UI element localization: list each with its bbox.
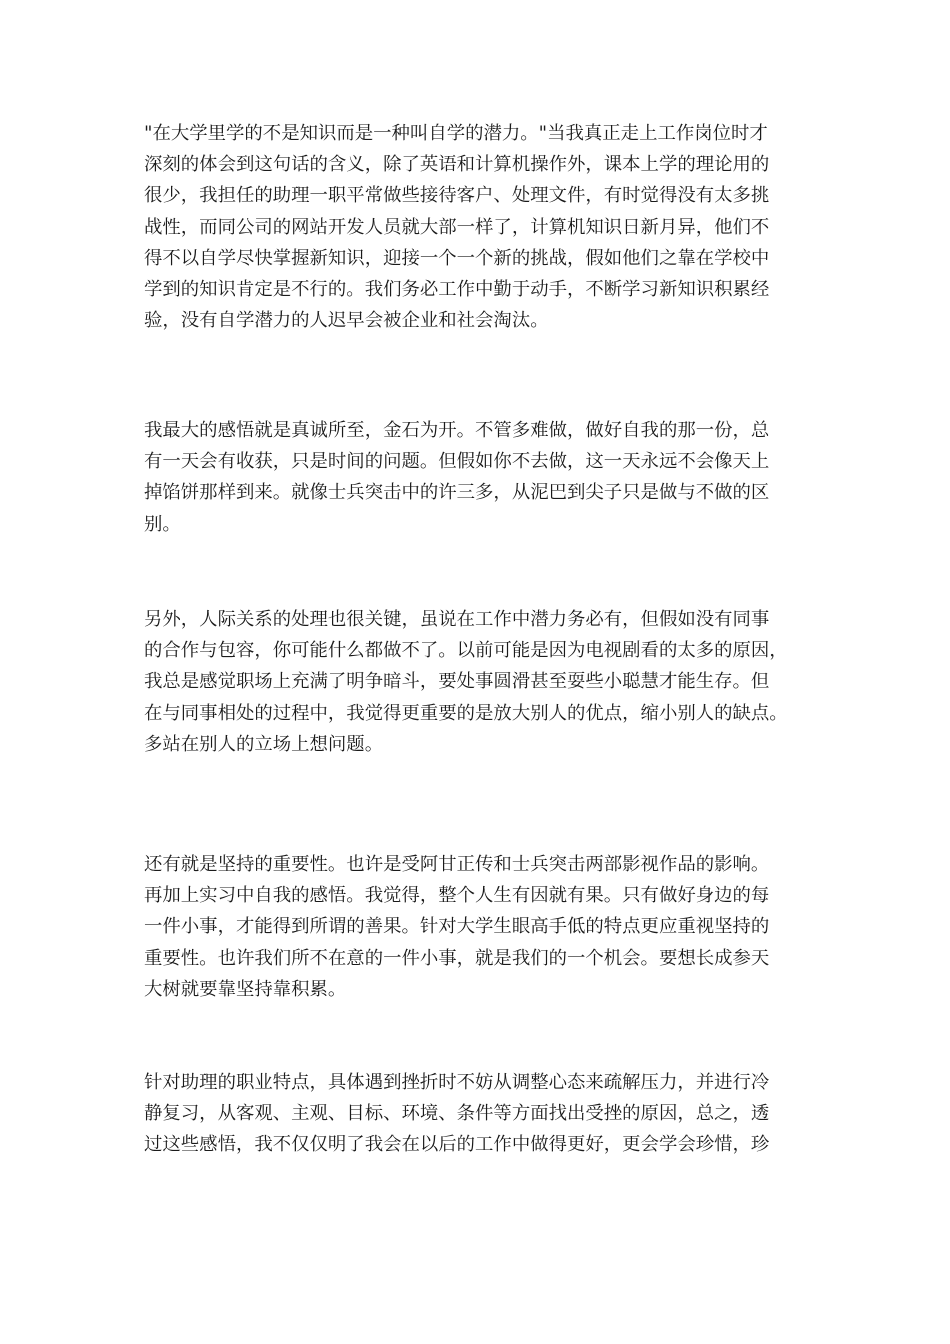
paragraph-line: 多站在别人的立场上想问题。 — [144, 733, 384, 755]
paragraph-line: 有一天会有收获，只是时间的问题。但假如你不去做，这一天永远不会像天上 — [144, 451, 770, 473]
paragraph-line: 过这些感悟，我不仅仅明了我会在以后的工作中做得更好，更会学会珍惜，珍 — [144, 1134, 770, 1156]
paragraph-line: 的合作与包容，你可能什么都做不了。以前可能是因为电视剧看的太多的原因， — [144, 640, 788, 662]
paragraph-line: 针对助理的职业特点，具体遇到挫折时不妨从调整心态来疏解压力，并进行冷 — [144, 1072, 770, 1093]
paragraph-frustration — [144, 1067, 769, 1161]
paragraph-line: 还有就是坚持的重要性。也许是受阿甘正传和士兵突击两部影视作品的影响。 — [144, 854, 770, 875]
paragraph-line: 验，没有自学潜力的人迟早会被企业和社会淘汰。 — [144, 310, 549, 332]
paragraph-line: 再加上实习中自我的感悟。我觉得，整个人生有因就有果。只有做好身边的每 — [144, 885, 770, 907]
paragraph-self-learning — [144, 118, 769, 336]
paragraph-line: 得不以自学尽快掌握新知识，迎接一个一个新的挑战，假如他们之靠在学校中 — [144, 247, 770, 269]
paragraph-line: 深刻的体会到这句话的含义，除了英语和计算机操作外，课本上学的理论用的 — [144, 154, 770, 176]
paragraph-line: 在与同事相处的过程中，我觉得更重要的是放大别人的优点，缩小别人的缺点。 — [144, 702, 788, 724]
paragraph-persistence — [144, 849, 769, 1005]
paragraph-relationships — [144, 604, 788, 760]
paragraph-line: 我总是感觉职场上充满了明争暗斗，要处事圆滑甚至耍些小聪慧才能生存。但 — [144, 671, 770, 693]
paragraph-line: 另外，人际关系的处理也很关键，虽说在工作中潜力务必有，但假如没有同事 — [144, 609, 770, 630]
paragraph-line: 学到的知识肯定是不行的。我们务必工作中勤于动手，不断学习新知识积累经 — [144, 278, 770, 300]
paragraph-line: 很少，我担任的助理一职平常做些接待客户、处理文件，有时觉得没有太多挑 — [144, 185, 770, 207]
paragraph-line: "在大学里学的不是知识而是一种叫自学的潜力。"当我真正走上工作岗位时才 — [144, 123, 768, 144]
paragraph-line: 掉馅饼那样到来。就像士兵突击中的许三多，从泥巴到尖子只是做与不做的区 — [144, 482, 770, 504]
paragraph-line: 一件小事，才能得到所谓的善果。针对大学生眼高手低的特点更应重视坚持的 — [144, 916, 770, 938]
paragraph-line: 大树就要靠坚持靠积累。 — [144, 978, 347, 1000]
paragraph-sincerity — [144, 415, 769, 540]
paragraph-line: 战性，而同公司的网站开发人员就大部一样了，计算机知识日新月异，他们不 — [144, 216, 770, 238]
paragraph-line: 别。 — [144, 513, 181, 535]
paragraph-line: 重要性。也许我们所不在意的一件小事，就是我们的一个机会。要想长成参天 — [144, 947, 770, 969]
paragraph-line: 我最大的感悟就是真诚所至，金石为开。不管多难做，做好自我的那一份，总 — [144, 420, 770, 441]
paragraph-line: 静复习，从客观、主观、目标、环境、条件等方面找出受挫的原因，总之，透 — [144, 1103, 770, 1125]
